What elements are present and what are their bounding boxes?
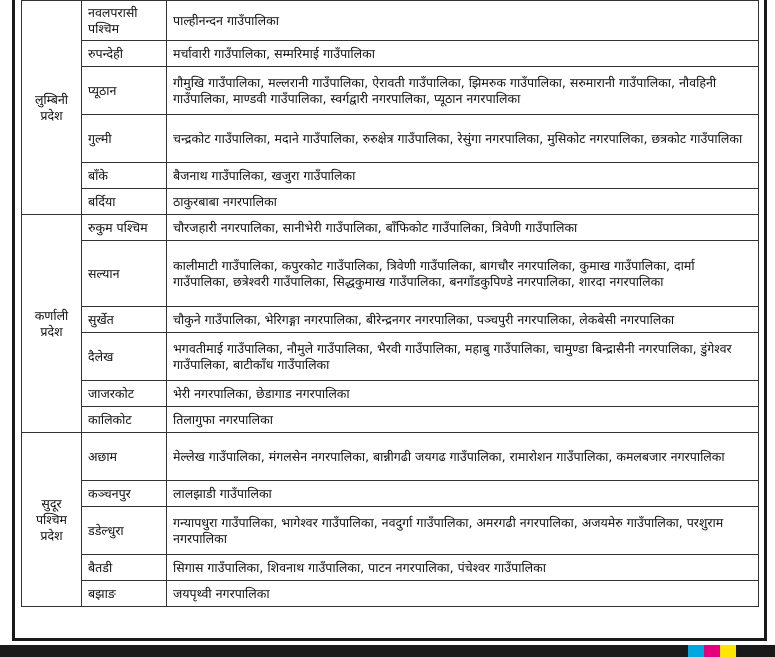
municipalities-cell: भगवतीमाई गाउँपालिका, नौमुले गाउँपालिका, भैरवी गाउँपालिका, महाबु गाउँपालिका, चामुण्डा बिन्द्रासैनी नगरपालिका, डुंगेश्वर गाउँपालिका, बाटीकाँध गाउँपालिका [167, 333, 759, 381]
table-row [22, 67, 759, 115]
district-cell: सुर्खेत [82, 307, 167, 333]
table-row [22, 407, 759, 433]
color-bar-segment [736, 645, 775, 657]
color-bar-segment [720, 645, 736, 657]
municipalities-cell: चौकुने गाउँपालिका, भेरिगङ्गा नगरपालिका, बीरेन्द्रनगर नगरपालिका, पञ्चपुरी नगरपालिका, लेकबेसी नगरपालिका [167, 307, 759, 333]
municipalities-cell: गौमुखि गाउँपालिका, मल्लरानी गाउँपालिका, ऐरावती गाउँपालिका, झिमरुक गाउँपालिका, सरुमारानी गाउँपालिका, नौवहिनी गाउँपालिका, माण्डवी गाउँपालिका, स्वर्गद्वारी नगरपालिका, प्यूठान नगरपालिका [167, 67, 759, 115]
table-row [22, 481, 759, 507]
municipalities-cell: बैजनाथ गाउँपालिका, खजुरा गाउँपालिका [167, 163, 759, 189]
district-cell: नवलपरासी पश्चिम [82, 1, 167, 41]
table-row [22, 115, 759, 163]
municipalities-cell: सिगास गाउँपालिका, शिवनाथ गाउँपालिका, पाटन नगरपालिका, पंचेश्वर गाउँपालिका [167, 555, 759, 581]
table-row [22, 433, 759, 481]
table-row [22, 307, 759, 333]
district-cell: बाँके [82, 163, 167, 189]
municipalities-cell: कालीमाटी गाउँपालिका, कपुरकोट गाउँपालिका, त्रिवेणी गाउँपालिका, बागचौर नगरपालिका, कुमाख गाउँपालिका, दार्मा गाउँपालिका, छत्रेश्वरी गाउँपालिका, सिद्धकुमाख गाउँपालिका, बनगाँडकुपिण्डे नगरपालिका, शारदा नगरपालिका [167, 241, 759, 307]
district-cell: रुपन्देही [82, 41, 167, 67]
table-row [22, 215, 759, 241]
municipalities-cell: तिलागुफा नगरपालिका [167, 407, 759, 433]
municipalities-cell: मेल्लेख गाउँपालिका, मंगलसेन नगरपालिका, बान्नीगढी जयगढ गाउँपालिका, रामारोशन गाउँपालिका, कमलबजार नगरपालिका [167, 433, 759, 481]
district-cell: अछाम [82, 433, 167, 481]
district-cell: डडेल्धुरा [82, 507, 167, 555]
table-row [22, 1, 759, 41]
table-row [22, 241, 759, 307]
district-cell: दैलेख [82, 333, 167, 381]
municipalities-cell: चौरजहारी नगरपालिका, सानीभेरी गाउँपालिका, बाँफिकोट गाउँपालिका, त्रिवेणी गाउँपालिका [167, 215, 759, 241]
table-row [22, 163, 759, 189]
district-cell: बर्दिया [82, 189, 167, 215]
municipalities-cell: चन्द्रकोट गाउँपालिका, मदाने गाउँपालिका, रुरुक्षेत्र गाउँपालिका, रेसुंगा नगरपालिका, मुसिकोट नगरपालिका, छत्रकोट गाउँपालिका [167, 115, 759, 163]
table-row [22, 507, 759, 555]
province-cell: लुम्बिनी प्रदेश [22, 1, 82, 215]
district-cell: रुकुम पश्चिम [82, 215, 167, 241]
municipalities-cell: पाल्हीनन्दन गाउँपालिका [167, 1, 759, 41]
table-row [22, 189, 759, 215]
table-row [22, 555, 759, 581]
district-cell: बझाङ [82, 581, 167, 607]
district-cell: जाजरकोट [82, 381, 167, 407]
municipalities-cell: मर्चावारी गाउँपालिका, सम्मरिमाई गाउँपालिका [167, 41, 759, 67]
district-cell: प्यूठान [82, 67, 167, 115]
district-cell: कालिकोट [82, 407, 167, 433]
municipality-table [21, 0, 759, 607]
color-bar-segment [704, 645, 720, 657]
district-cell: बैतडी [82, 555, 167, 581]
district-cell: गुल्मी [82, 115, 167, 163]
province-cell: कर्णाली प्रदेश [22, 215, 82, 433]
district-cell: सल्यान [82, 241, 167, 307]
color-bar-segment [688, 645, 704, 657]
municipalities-cell: भेरी नगरपालिका, छेडागाड नगरपालिका [167, 381, 759, 407]
municipalities-cell: ठाकुरबाबा नगरपालिका [167, 189, 759, 215]
table-row [22, 381, 759, 407]
municipalities-cell: लालझाडी गाउँपालिका [167, 481, 759, 507]
color-bar-segment [0, 645, 430, 657]
municipalities-cell: गन्यापधुरा गाउँपालिका, भागेश्वर गाउँपालिका, नवदुर्गा गाउँपालिका, अमरगढी नगरपालिका, अजयमेरु गाउँपालिका, परशुराम नगरपालिका [167, 507, 759, 555]
municipalities-cell: जयपृथ्वी नगरपालिका [167, 581, 759, 607]
table-row [22, 41, 759, 67]
province-cell: सुदूर पश्चिम प्रदेश [22, 433, 82, 607]
print-color-bar [0, 645, 775, 657]
color-bar-segment [430, 645, 688, 657]
table-body [22, 1, 759, 607]
table-row [22, 333, 759, 381]
district-cell: कञ्चनपुर [82, 481, 167, 507]
table-row [22, 581, 759, 607]
